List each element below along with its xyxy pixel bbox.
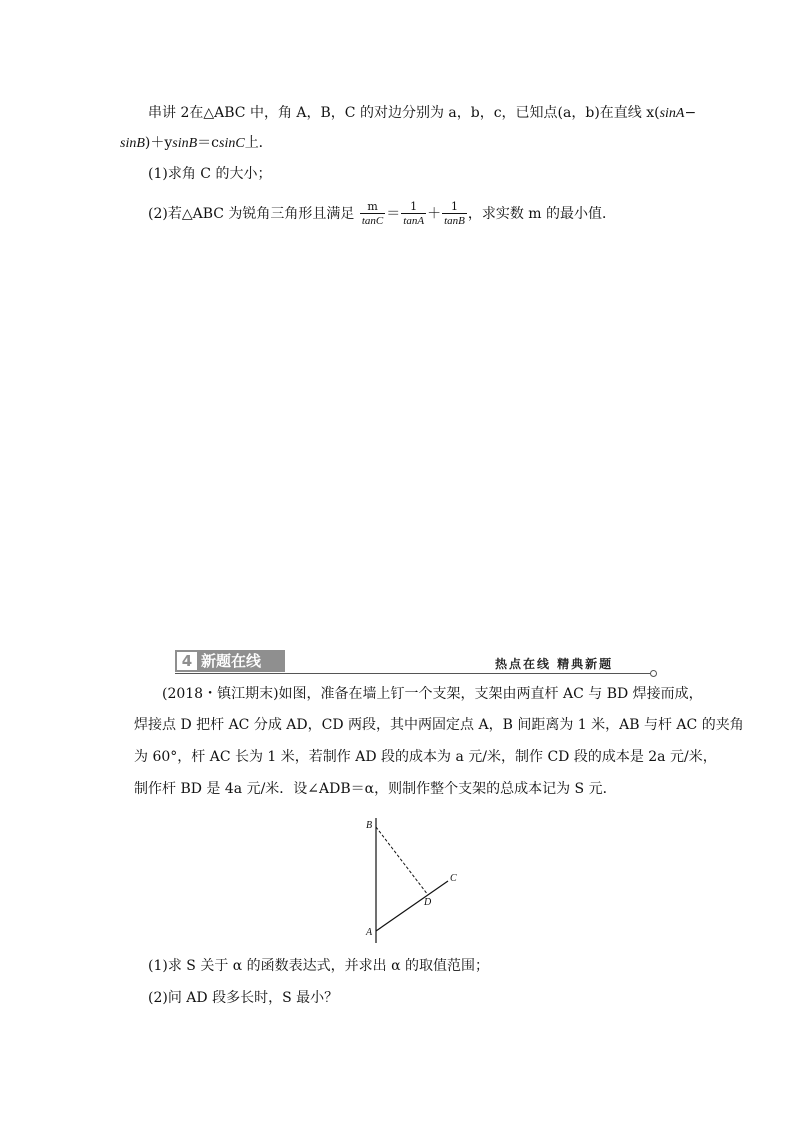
section-subtitle: 热点在线 精典新题 [495, 657, 614, 671]
fraction-numerator: m [360, 200, 385, 214]
math-tanA: tanA [403, 215, 425, 227]
fraction-numerator: 1 [442, 200, 467, 214]
problem1-question2 [148, 200, 616, 228]
math-sinB: sinB [120, 136, 145, 151]
fraction-m-over-tanC [360, 200, 385, 228]
math-tanB: tanB [444, 215, 465, 227]
rod-bd [376, 827, 428, 895]
problem1-line1 [148, 103, 696, 124]
math-equals: ＝ [386, 206, 401, 222]
problem2-line: (2018・镇江期末)如图，准备在墙上钉一个支架，支架由两直杆 AC 与 BD 焊接而成， [162, 686, 703, 702]
fraction-denominator [360, 214, 385, 228]
problem2-line: 焊接点 D 把杆 AC 分成 AD，CD 两段，其中两固定点 A，B 间距离为 1 米，AB 与杆 AC 的夹角 [134, 717, 744, 733]
label-a: A [366, 927, 373, 938]
rod-ac [376, 881, 448, 931]
problem1-question1 [148, 164, 271, 184]
section-title: 新题在线 [201, 652, 262, 670]
question-text: (2)若△ABC 为锐角三角形且满足 [148, 206, 355, 222]
section-divider [175, 673, 651, 674]
problem1-text: )＋y [144, 135, 173, 151]
section-number: 4 [177, 652, 197, 670]
divider-end-dot [650, 670, 657, 677]
fraction-1-over-tanB [442, 200, 467, 228]
math-minus: − [684, 105, 697, 121]
question-text: (1)求角 C 的大小； [148, 166, 272, 182]
problem2-question2: (2)问 AD 段多长时，S 最小？ [148, 990, 339, 1006]
math-plus: ＋ [427, 206, 442, 222]
label-d: D [424, 897, 432, 908]
math-tanC: tanC [361, 215, 384, 227]
problem2-line: 为 60°，杆 AC 长为 1 米，若制作 AD 段的成本为 a 元/米，制作 CD 段的成本是 2a 元/米， [134, 749, 717, 765]
label-c: C [450, 873, 457, 884]
math-sinB: sinB [172, 136, 198, 151]
label-b: B [366, 820, 373, 831]
fraction-denominator [442, 214, 467, 228]
fraction-numerator: 1 [401, 200, 426, 214]
problem2-line: 制作杆 BD 是 4a 元/米．设∠ADB＝α，则制作整个支架的总成本记为 S 元． [134, 781, 617, 797]
bracket-figure [360, 815, 460, 945]
problem1-text: 串讲 2在△ABC 中，角 A，B，C 的对边分别为 a，b，c，已知点(a，b)在直线 x( [148, 105, 660, 121]
question-text: ，求实数 m 的最小值． [467, 206, 617, 222]
fraction-denominator [401, 214, 426, 228]
fraction-1-over-tanA [401, 200, 426, 228]
problem1-text: 上． [244, 135, 273, 151]
problem1-line2 [120, 133, 273, 154]
math-sinC: sinC [219, 136, 245, 151]
section-badge [175, 650, 285, 672]
problem1-text: ＝c [197, 135, 219, 151]
problem2-question1: (1)求 S 关于 α 的函数表达式，并求出 α 的取值范围； [148, 958, 490, 974]
math-sinA: sinA [659, 106, 685, 121]
